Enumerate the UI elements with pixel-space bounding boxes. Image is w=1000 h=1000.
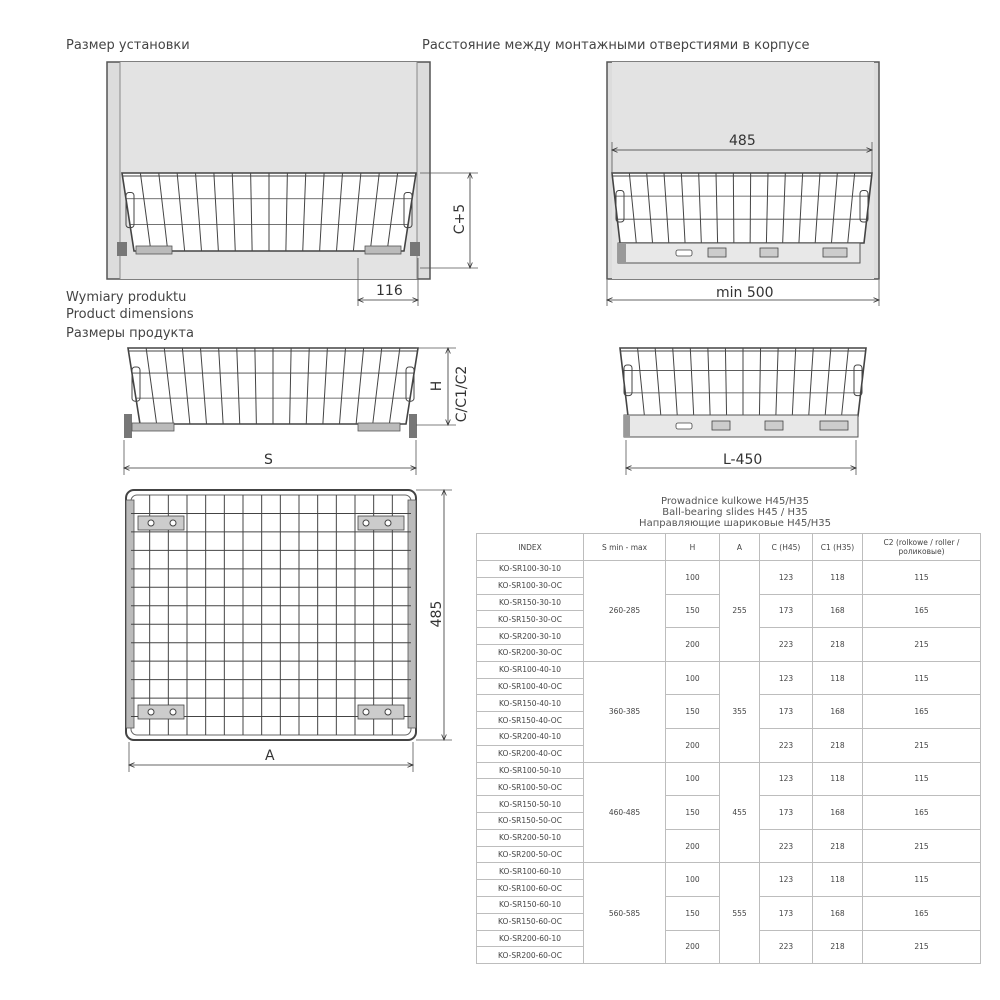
c-cell: 223 xyxy=(760,930,813,964)
index-cell: KO-SR200-50-OC xyxy=(477,846,584,863)
c-cell: 123 xyxy=(760,863,813,897)
basket-front-product xyxy=(128,348,418,424)
c1-cell: 118 xyxy=(813,561,863,595)
basket-side-installed xyxy=(612,173,872,243)
table-header-row xyxy=(477,534,981,561)
top-slide-bracket-bl xyxy=(138,705,184,719)
c2-cell: 165 xyxy=(863,695,981,729)
table-header-cell: A xyxy=(720,534,760,561)
c1-cell: 218 xyxy=(813,628,863,662)
h-cell: 150 xyxy=(666,896,720,930)
index-cell: KO-SR150-50-OC xyxy=(477,812,584,829)
c1-cell: 168 xyxy=(813,896,863,930)
c1-cell: 218 xyxy=(813,930,863,964)
c1-cell: 118 xyxy=(813,762,863,796)
dim-116: 116 xyxy=(376,283,403,299)
index-cell: KO-SR100-50-OC xyxy=(477,779,584,796)
table-header-cell: C2 (rolkowe / roller / роликовые) xyxy=(863,534,981,561)
index-cell: KO-SR150-40-10 xyxy=(477,695,584,712)
a-cell: 255 xyxy=(720,561,760,662)
h-cell: 100 xyxy=(666,661,720,695)
h-cell: 200 xyxy=(666,829,720,863)
c2-cell: 115 xyxy=(863,863,981,897)
table-row xyxy=(477,661,981,678)
c1-cell: 168 xyxy=(813,594,863,628)
table-header-cell: C1 (H35) xyxy=(813,534,863,561)
product-dims-en-label: Product dimensions xyxy=(66,307,194,322)
c-cell: 223 xyxy=(760,728,813,762)
index-cell: KO-SR150-60-10 xyxy=(477,896,584,913)
side-rail-installed xyxy=(618,243,860,263)
dim-c-c1-c2: C/C1/C2 xyxy=(454,365,470,423)
c1-cell: 168 xyxy=(813,796,863,830)
dim-a: A xyxy=(265,748,275,764)
c1-cell: 218 xyxy=(813,728,863,762)
h-cell: 200 xyxy=(666,930,720,964)
table-caption-ru: Направляющие шариковые H45/H35 xyxy=(639,518,831,529)
h-cell: 150 xyxy=(666,695,720,729)
c-cell: 173 xyxy=(760,796,813,830)
c-cell: 223 xyxy=(760,829,813,863)
c1-cell: 118 xyxy=(813,661,863,695)
dim-485-top: 485 xyxy=(729,133,756,149)
table-row xyxy=(477,561,981,578)
index-cell: KO-SR150-30-OC xyxy=(477,611,584,628)
c2-cell: 215 xyxy=(863,728,981,762)
dim-min-500: min 500 xyxy=(716,285,774,301)
dim-h: H xyxy=(429,380,445,392)
index-cell: KO-SR200-60-10 xyxy=(477,930,584,947)
c2-cell: 215 xyxy=(863,930,981,964)
h-cell: 100 xyxy=(666,561,720,595)
a-cell: 355 xyxy=(720,661,760,762)
basket-side-product xyxy=(620,348,866,416)
s-range-cell: 260-285 xyxy=(584,561,666,662)
product-slide-side xyxy=(624,415,858,437)
a-cell: 455 xyxy=(720,762,760,863)
index-cell: KO-SR200-40-OC xyxy=(477,745,584,762)
index-cell: KO-SR150-40-OC xyxy=(477,712,584,729)
spec-table xyxy=(476,533,981,964)
c-cell: 173 xyxy=(760,695,813,729)
c2-cell: 215 xyxy=(863,829,981,863)
index-cell: KO-SR100-60-10 xyxy=(477,863,584,880)
index-cell: KO-SR150-50-10 xyxy=(477,796,584,813)
index-cell: KO-SR200-60-OC xyxy=(477,947,584,964)
c-cell: 173 xyxy=(760,896,813,930)
dim-s: S xyxy=(264,452,273,468)
c-cell: 123 xyxy=(760,762,813,796)
c2-cell: 115 xyxy=(863,561,981,595)
table-caption-en: Ball-bearing slides H45 / H35 xyxy=(662,507,808,518)
hole-distance-label: Расстояние между монтажными отверстиями в корпусе xyxy=(422,38,810,53)
top-slide-bracket-br xyxy=(358,705,404,719)
c-cell: 223 xyxy=(760,628,813,662)
top-slide-bracket-tr xyxy=(358,516,404,530)
h-cell: 100 xyxy=(666,863,720,897)
s-range-cell: 560-585 xyxy=(584,863,666,964)
index-cell: KO-SR100-30-OC xyxy=(477,577,584,594)
basket-top-view xyxy=(126,490,416,740)
table-header-cell: H xyxy=(666,534,720,561)
h-cell: 200 xyxy=(666,628,720,662)
index-cell: KO-SR100-60-OC xyxy=(477,880,584,897)
table-row xyxy=(477,863,981,880)
index-cell: KO-SR100-40-10 xyxy=(477,661,584,678)
c2-cell: 115 xyxy=(863,661,981,695)
table-header-cell: C (H45) xyxy=(760,534,813,561)
s-range-cell: 360-385 xyxy=(584,661,666,762)
product-dims-ru-label: Размеры продукта xyxy=(66,326,194,341)
c2-cell: 165 xyxy=(863,594,981,628)
h-cell: 150 xyxy=(666,796,720,830)
c1-cell: 118 xyxy=(813,863,863,897)
index-cell: KO-SR200-30-OC xyxy=(477,644,584,661)
index-cell: KO-SR150-60-OC xyxy=(477,913,584,930)
s-range-cell: 460-485 xyxy=(584,762,666,863)
index-cell: KO-SR100-40-OC xyxy=(477,678,584,695)
table-caption-pl: Prowadnice kulkowe H45/H35 xyxy=(661,496,809,507)
install-size-label: Размер установки xyxy=(66,38,190,53)
basket-front-installed xyxy=(122,173,416,251)
c2-cell: 215 xyxy=(863,628,981,662)
c-cell: 123 xyxy=(760,561,813,595)
c2-cell: 165 xyxy=(863,796,981,830)
table-row xyxy=(477,762,981,779)
product-dims-pl-label: Wymiary produktu xyxy=(66,290,187,305)
top-slide-bracket-tl xyxy=(138,516,184,530)
table-header-cell: S min - max xyxy=(584,534,666,561)
index-cell: KO-SR200-30-10 xyxy=(477,628,584,645)
index-cell: KO-SR200-50-10 xyxy=(477,829,584,846)
h-cell: 150 xyxy=(666,594,720,628)
a-cell: 555 xyxy=(720,863,760,964)
c1-cell: 218 xyxy=(813,829,863,863)
c-cell: 123 xyxy=(760,661,813,695)
dim-c-plus-5: C+5 xyxy=(452,203,468,235)
index-cell: KO-SR100-50-10 xyxy=(477,762,584,779)
index-cell: KO-SR200-40-10 xyxy=(477,728,584,745)
h-cell: 100 xyxy=(666,762,720,796)
c1-cell: 168 xyxy=(813,695,863,729)
index-cell: KO-SR100-30-10 xyxy=(477,561,584,578)
h-cell: 200 xyxy=(666,728,720,762)
dim-l450: L-450 xyxy=(723,452,763,468)
c2-cell: 115 xyxy=(863,762,981,796)
dim-485-side: 485 xyxy=(429,600,445,628)
index-cell: KO-SR150-30-10 xyxy=(477,594,584,611)
table-header-cell: INDEX xyxy=(477,534,584,561)
c2-cell: 165 xyxy=(863,896,981,930)
c-cell: 173 xyxy=(760,594,813,628)
